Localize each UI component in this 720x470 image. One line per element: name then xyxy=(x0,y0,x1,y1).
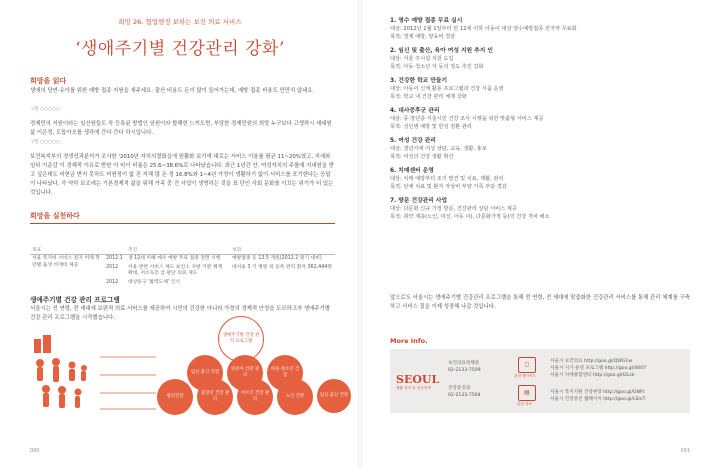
page-title: ‘생애주기별 건강관리 강화’ xyxy=(75,39,285,59)
quote-source-1: 구민 ○○○○○ xyxy=(30,107,60,112)
website-links xyxy=(550,358,646,379)
quote-paragraph-1: 생애의 당연·유아를 위한 예방 접종 지원을 새주세요. 출산 비용도 돈이 많이 들어가는데, 예방 접종 비용도 만만치 않네요. xyxy=(30,88,315,94)
website-icon-label: 관련 웹사이트 xyxy=(514,374,536,378)
table-header-action: 추진 xyxy=(126,245,230,255)
document-icon: ▤ xyxy=(518,385,536,401)
table-header-goal: 목표 xyxy=(30,245,104,255)
program-title: 생애주기별 건강 관리 프로그램 xyxy=(30,296,120,304)
document-links xyxy=(550,389,645,403)
program-description: 서울시는 전 연령, 전 세대에 보편적 의료 서비스를 제공하여 시민의 건강한 아니라 가정의 경제적 안정을 도모하고자 생애주기별 건강 관리 프로그램을 시작했습니다. xyxy=(30,306,330,321)
seoul-logo: SEOUL 생활 복지 둥 건강정책 xyxy=(396,373,440,390)
page-number-left: 090 xyxy=(30,448,40,454)
link[interactable]: 서울시 치매종합센터 http://goo.gl/I2Lsk xyxy=(550,373,635,378)
more-info-heading: More Info. xyxy=(390,337,428,345)
plan-table xyxy=(30,245,335,287)
website-icon: ◻ xyxy=(518,357,536,373)
document-icon-label: 관련 자료 xyxy=(517,402,533,406)
section-divider xyxy=(30,223,335,224)
list-item: 7. 방문 건강관리 사업 대상: 다문화 신규 가정 방문, 건강관리 상담 서비스 제공 목적: 취약 계층(노인, 여성, 아동 이), 다문화가정 등)의 건강 격차 해소 xyxy=(390,198,550,220)
program-circle: 임신 출산 건강 xyxy=(187,355,223,391)
right-page xyxy=(360,0,720,470)
quote-paragraph-2: 경제민의 지원이라는 임산원들도 꼭 등록된 방법인 임원이라 합해헌 느끼도면, 부담한 경제민원의 희망 누구보다 고생하시 세대원 삶 이은정, 도돕아오를 생각에 간다 간다 하시입니다. xyxy=(30,121,332,136)
table-header-result: 성과 xyxy=(230,245,335,255)
program-circle: 노인 건강 xyxy=(277,379,313,415)
program-circle: 청년건강 xyxy=(157,379,193,415)
page-number-right: 091 xyxy=(680,448,690,454)
link[interactable]: 서울시 건강증진 웹페이지 http://goo.gl/LSinT xyxy=(550,397,646,402)
contact-dept-1: 보건의료정책과 02-2133-7509 xyxy=(448,361,481,373)
program-circle: 어르신 건강 관리 xyxy=(237,379,273,415)
list-item: 1. 영수 예방 접종 무료 실시 대상: 2012년 1월 1일부터 만 12세 이하 아동이 대상 영수예방접종 전지역 무료화 목적: 경제 예방, 양육비 경감 xyxy=(390,18,577,40)
program-circle: 아동·청소년 건강 xyxy=(267,355,303,391)
table-row: 2012 대상동구 '활력도체' 인시 xyxy=(106,279,181,285)
table-goal-cell: 서울 복지비 서비스 걸지 미래 학년별 출생 비계비 제공 xyxy=(32,256,100,268)
quote-source-2: 구민 ○○○○○ xyxy=(30,140,60,145)
table-row: 2012 서울 관련 서비스 제도 보건소 지방 기관 체계 확대, 저소득층 급 판단 의료 제도 대서울 3 기 병원 외 등록 관리 환자 362,444명 xyxy=(106,264,332,276)
section-heading-read-hope: 희망을 읽다 xyxy=(30,77,67,85)
program-circle: 영유아 건강 관리 xyxy=(227,355,263,391)
program-list xyxy=(390,17,695,227)
more-info-box xyxy=(390,349,690,413)
list-item: 3. 건강한 학교 만들기 대상: 아동이 신체 활동 프로그램과 건강 식품 운영 목적: 학교 내 건강 관리 체계 강화 xyxy=(390,78,504,100)
list-item: 2. 임신 및 출산, 육아 여성 지원 추지 인 대상: 서울 주시설 지원 도입 목적: 아동·청소년 자 동의 정도 추진 강화 xyxy=(390,48,493,70)
link[interactable]: 서울시 복지지원 건강현장 http://goo.gl/GNFt xyxy=(550,390,645,395)
list-item: 5. 여성 건강 관리 대상: 갱년기에 여성 상담, 교육, 생활, 홍보 목적: 여성의 건강 생활 확산 xyxy=(390,138,487,160)
program-circle: 중장년 건강 관리 xyxy=(197,379,233,415)
table-row: 서울 복지비 서비스 걸지 미래 학년별 출생 비계비 제공 2012.1 생 12세 미해 예수 예방 무료 접종 전면 시행 예방접종 등 13.5 개원(2012.2 말기 대비) xyxy=(30,255,335,264)
program-circle: 임신·출산 건강 xyxy=(317,379,351,413)
background-paragraph: 보건복지부의 경생성과분석가 조사한 '2010년 자치의결회실에 원활화 보기에 대로는 서비스 이용률 평균 11~20%였고, 지세와 임하 기준감 이 경제적 이유로 받한 이 비이 비율은 25.6~38.6%로 나타났습니다. 최근 1년간 안. 여성자치의 주를에 지내원을 받고 싶은데도 비현금 받지 못하도 미원정이 없 진 지해 많 돈 정 16.8%와 1~4년 가정이 생활하기 없이 서비스를 포기한다는 응답이 나타났다. 즉 약하 보조에는 기본경제적 삶을 위해 가족 중 건 사업이 생명하는 것을 표 단인 사회 문화를 이끄는 위기가 더 있는 것입니다. xyxy=(30,154,334,196)
link[interactable]: 서울시 시가 운영 프로그램 http://goo.gl/4007 xyxy=(550,366,647,371)
section-kicker: 희망 26. 협업행정 보하는 보건 의료 서비스 xyxy=(118,18,242,26)
link[interactable]: 서울시 보건의료 http://goo.gl/QWG1w xyxy=(550,359,633,364)
program-center-circle: 생애주기별 건강 관리 프로그램 xyxy=(218,316,264,362)
closing-paragraph: 앞으로도 서울시는 생애주기별 건강관리 프로그램을 통해 전 연령, 전 세대에 맞춤화한 건강관리 서비스를 통해 관리 체계를 구축하고 서비스 질을 이제 성장해 나갈 것입니다. xyxy=(390,295,690,310)
list-item: 4. 대사증후군 관리 대상: 중·장년층 서울시민 건강 조사 시행을 위한 맞춤형 서비스 제공 목적: 성인병 예방 및 만성 질환 관리 xyxy=(390,108,544,130)
family-illustration xyxy=(28,335,98,417)
contact-dept-2: 건강증진과 02-2133-7564 xyxy=(448,386,481,398)
section-heading-practice-hope: 희망을 실천하다 xyxy=(30,212,80,220)
building-icon xyxy=(34,339,41,353)
arrows-icon xyxy=(100,345,160,415)
list-item: 6. 치매센터 운영 대상: 치매 예방부터 조기 발견 및 치료, 재활, 관리 목적: 단체 치료 및 환자 자상비 부양 가족 부담 경감 xyxy=(390,168,507,190)
